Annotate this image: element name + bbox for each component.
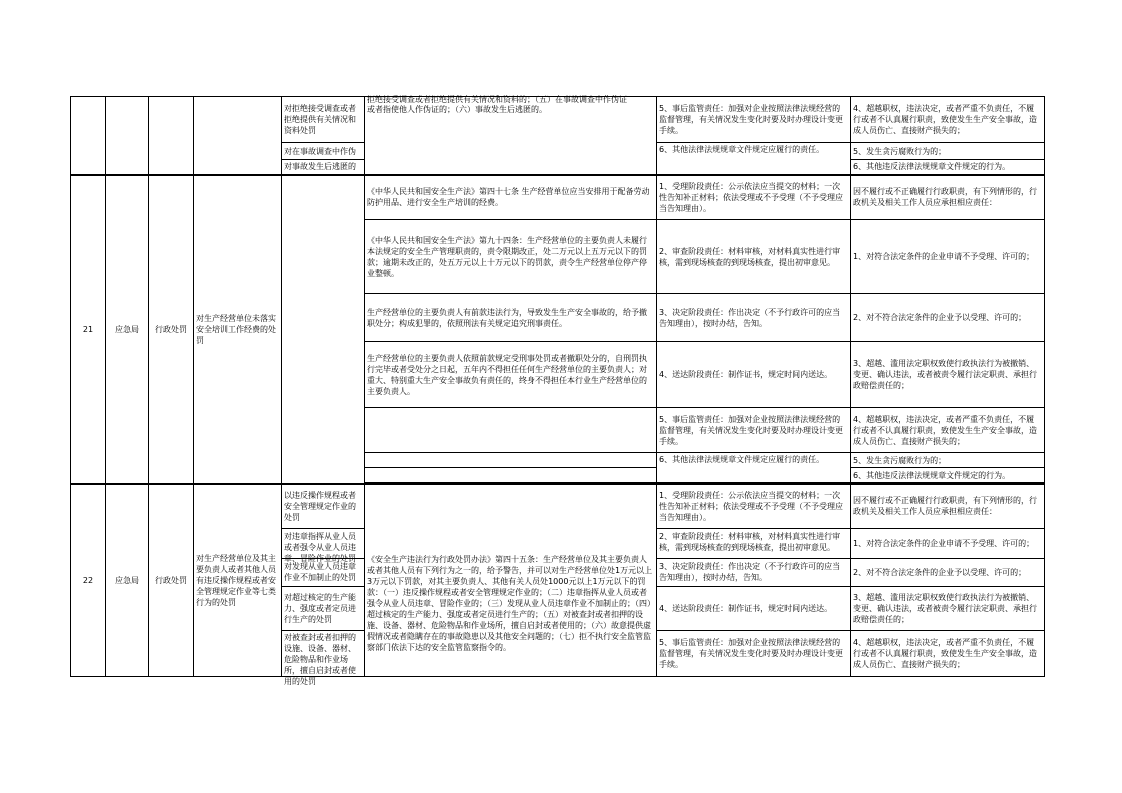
row21-acc-3: 3、超越、滥用法定职权致使行政执法行为被撤销、变更、确认违法，或者被责令履行法定职责、承担行政赔偿责任的； — [851, 342, 1045, 408]
row20-duty-other: 6、其他法律法规规章文件规定应履行的责任。 — [657, 143, 851, 175]
row22-acc-0: 因不履行或不正确履行行政职责，有下列情形的，行政机关及相关工作人员应承担相应责任： — [851, 484, 1045, 528]
row20-acc-other: 6、其他违反法律法规规章文件规定的行为。 — [851, 160, 1045, 175]
row20-basis-clipped: 拒绝接受调查或者拒绝提供有关情况和资料的；（五）在事故调查中作伪证 — [367, 95, 627, 104]
row22-sub-2-text: 对违章指挥从业人员或者强令从业人员违章、冒险作业的处罚 — [284, 532, 356, 563]
table-row — [71, 97, 1045, 143]
row21-acc-2: 2、对不符合法定条件的企业予以受理、许可的； — [851, 294, 1045, 342]
row22-dept: 应急局 — [106, 484, 149, 677]
row22-duty-4: 4、送达阶段责任：制作证书，规定时间内送达。 — [657, 586, 851, 630]
row21-duty-5: 5、事后监管责任：加强对企业按照法律法规经营的监督管理，有关情况发生变化时要及时办理设计变更手续。 — [657, 408, 851, 453]
row20-no-cell — [71, 97, 106, 175]
row21-acc-5: 5、发生贪污腐败行为的； — [851, 453, 1045, 468]
table-row — [71, 484, 1045, 528]
row22-sub-2 — [282, 528, 365, 563]
row21-basis-3: 生产经营单位的主要负责人有前款违法行为，导致发生生产安全事故的，给予撤职处分；构成犯罪的，依照刑法有关规定追究刑事责任。 — [365, 294, 657, 342]
row21-basis-4: 生产经营单位的主要负责人依照前款规定受刑事处罚或者撤职处分的，自刑罚执行完毕或者受处分之日起，五年内不得担任任何生产经营单位的主要负责人；对重大、特别重大生产安全事故负有责任的，终身不得担任本行业生产经营单位的主要负责人。 — [365, 342, 657, 408]
row21-basis-empty-1 — [365, 408, 657, 453]
row21-duty-6: 6、其他法律法规规章文件规定应履行的责任。 — [657, 453, 851, 483]
row22-basis-text: 《安全生产违法行为行政处罚办法》第四十五条：生产经营单位及其主要负责人或者其他人员有下列行为之一的，给予警告，并可以对生产经营单位处1万元以上3万元以下罚款，对其主要负责人、其他有关人员处1000元以上1万元以下的罚款：（一）违反操作规程或者安全管理规定作业的；（二）违章指挥从业人员或者强令从业人员违章、冒险作业的；（三）发现从业人员违章作业不加制止的；（四）超过核定的生产能力、强度或者定员进行生产的；（五）对被查封或者扣押的设施、设备、器材、危险物品和作业场所，擅自启封或者使用的；（六）故意提供虚假情况或者隐瞒存在的事故隐患以及其他安全问题的；（七）拒不执行安全监管监察部门依法下达的安全监管监察指令的。 — [367, 554, 653, 652]
row21-basis-2: 《中华人民共和国安全生产法》第九十四条：生产经营单位的主要负责人未履行本法规定的安全生产管理职责的，责令限期改正，处二万元以上五万元以下的罚款；逾期未改正的，处五万元以上十万元以下的罚款，责令生产经营单位停产停业整顿。 — [365, 220, 657, 294]
row21-sub-empty — [282, 175, 365, 485]
row22-sub-4: 对超过核定的生产能力、强度或者定员进行生产的处罚 — [282, 586, 365, 630]
power-list-table — [70, 95, 1045, 686]
row22-acc-4: 4、超越职权，违法决定，或者严重不负责任，不履行或者不认真履行职责，致使发生生产安全事故，造成人员伤亡、直接财产损失的； — [851, 630, 1045, 676]
row22-category: 行政处罚 — [149, 484, 194, 677]
row21-acc-4: 4、超越职权，违法决定，或者严重不负责任，不履行或者不认真履行职责，致使发生生产安全事故，造成人员伤亡、直接财产损失的； — [851, 408, 1045, 453]
row20-basis-tail: 或者指使他人作伪证的；（六）事故发生后逃匿的。 — [367, 105, 547, 114]
row20-basis-cell — [365, 97, 657, 175]
row22-sub-3: 对发现从业人员违章作业不加制止的处罚 — [282, 558, 365, 586]
row22-duty-2-text: 2、审查阶段责任：材料审核，对材料真实性进行审核，需到现场核查的到现场核查，提出初审意见。 — [659, 532, 841, 552]
row21-category: 行政处罚 — [149, 175, 194, 485]
row20-sub-perjury: 对在事故调查中作伪 — [282, 143, 365, 160]
row21-acc-6: 6、其他违反法律法规规章文件规定的行为。 — [851, 468, 1045, 483]
row22-duty-5: 5、事后监管责任：加强对企业按照法律法规经营的监督管理，有关情况发生变化时要及时办理设计变更手续。 — [657, 630, 851, 676]
power-list-sheet — [70, 95, 1044, 686]
row21-acc-1: 1、对符合法定条件的企业申请不予受理、许可的； — [851, 220, 1045, 294]
row21-item: 对生产经营单位未落实安全培训工作经费的处罚 — [194, 175, 282, 485]
row21-dept: 应急局 — [106, 175, 149, 485]
row21-duty-4: 4、送达阶段责任：制作证书，规定时间内送达。 — [657, 342, 851, 408]
row20-sub-refuse: 对拒绝接受调查或者拒绝提供有关情况和资料处罚 — [282, 97, 365, 143]
row20-acc-corrupt: 5、发生贪污腐败行为的； — [851, 143, 1045, 160]
row22-acc-2: 2、对不符合法定条件的企业予以受理、许可的； — [851, 558, 1045, 586]
row21-duty-3: 3、决定阶段责任：作出决定（不予行政许可的应当告知理由），按时办结，告知。 — [657, 294, 851, 342]
row22-duty-1: 1、受理阶段责任：公示依法应当提交的材料；一次性告知补正材料；依法受理或不予受理（不予受理应当告知理由）。 — [657, 484, 851, 528]
table-row — [71, 175, 1045, 220]
row22-sub-5-text: 对被查封或者扣押的设施、设备、器材、危险物品和作业场所，擅自启封或者使用的处罚 — [284, 632, 356, 686]
row22-duty-3: 3、决定阶段责任：作出决定（不予行政许可的应当告知理由），按时办结，告知。 — [657, 558, 851, 586]
row20-acc-overreach: 4、超越职权，违法决定，或者严重不负责任，不履行或者不认真履行职责，致使发生生产安全事故，造成人员伤亡、直接财产损失的； — [851, 97, 1045, 143]
row22-sub-5 — [282, 630, 365, 686]
row21-basis-empty-2 — [365, 453, 657, 468]
row20-dept-cell — [106, 97, 149, 175]
row21-duty-2: 2、审查阶段责任：材料审核，对材料真实性进行审核，需到现场核查的到现场核查，提出初审意见。 — [657, 220, 851, 294]
row22-sub-1: 以违反操作规程或者安全管理规定作业的处罚 — [282, 484, 365, 528]
row20-duty-supervise: 5、事后监管责任：加强对企业按照法律法规经营的监督管理，有关情况发生变化时要及时办理设计变更手续。 — [657, 97, 851, 143]
row21-no: 21 — [71, 175, 106, 485]
row22-acc-3: 3、超越、滥用法定职权致使行政执法行为被撤销、变更、确认违法，或者被责令履行法定职责、承担行政赔偿责任的； — [851, 586, 1045, 630]
row22-basis — [365, 484, 657, 677]
row21-basis-empty-3 — [365, 468, 657, 483]
row20-category-cell — [149, 97, 194, 175]
row21-basis-1: 《中华人民共和国安全生产法》第四十七条 生产经营单位应当安排用于配备劳动防护用品、进行安全生产培训的经费。 — [365, 175, 657, 220]
row22-acc-1: 1、对符合法定条件的企业申请不予受理、许可的； — [851, 528, 1045, 558]
row21-duty-1: 1、受理阶段责任：公示依法应当提交的材料；一次性告知补正材料；依法受理或不予受理（不予受理应当告知理由）。 — [657, 175, 851, 220]
row21-acc-0: 因不履行或不正确履行行政职责，有下列情形的，行政机关及相关工作人员应承担相应责任： — [851, 175, 1045, 220]
row20-item-cell — [194, 97, 282, 175]
row22-item: 对生产经营单位及其主要负责人或者其他人员有违反操作规程或者安全管理规定作业等七类行为的处罚 — [194, 484, 282, 677]
row22-no: 22 — [71, 484, 106, 677]
row22-duty-2 — [657, 528, 851, 558]
row20-sub-flee: 对事故发生后逃匿的 — [282, 160, 365, 175]
